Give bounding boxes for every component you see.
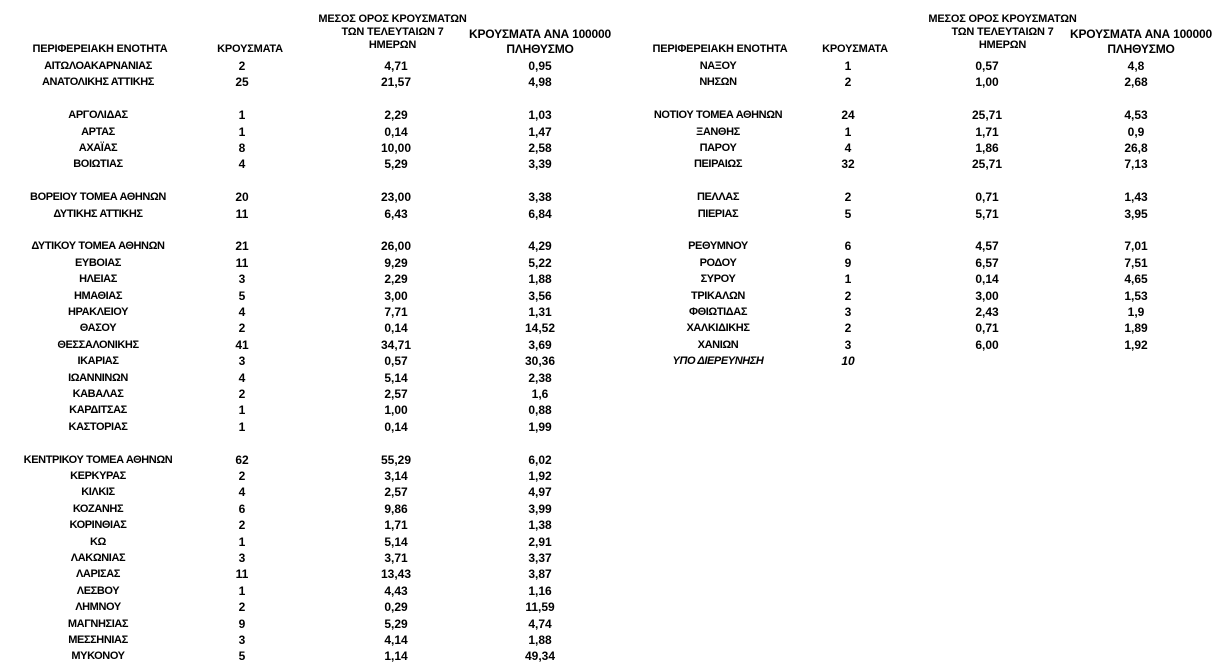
cell-cases: 62 — [235, 452, 249, 467]
cell-per100k: 1,43 — [1124, 190, 1148, 205]
cell-cases: 10 — [841, 354, 855, 369]
cell-avg7: 5,29 — [384, 616, 408, 631]
cell-per100k: 3,38 — [528, 190, 552, 205]
table-row — [620, 320, 1222, 336]
table-row — [0, 58, 620, 74]
cell-cases: 5 — [238, 649, 246, 664]
cell-per100k: 3,95 — [1124, 206, 1148, 221]
table-row — [0, 189, 620, 205]
cell-cases: 3 — [238, 272, 246, 287]
cell-region: ΒΟΡΕΙΟΥ ΤΟΜΕΑ ΑΘΗΝΩΝ — [30, 191, 166, 204]
table-row — [0, 616, 620, 632]
table-row — [0, 288, 620, 304]
cell-cases: 1 — [238, 419, 246, 434]
cell-cases: 41 — [235, 337, 249, 352]
cell-avg7: 5,71 — [975, 206, 999, 221]
header-per100k: ΚΡΟΥΣΜΑΤΑ ΑΝΑ 100000 ΠΛΗΘΥΣΜΟ — [469, 27, 611, 56]
cell-avg7: 4,57 — [975, 239, 999, 254]
table-row — [0, 648, 620, 664]
cell-region: ΜΥΚΟΝΟΥ — [71, 650, 125, 663]
cell-cases: 20 — [235, 190, 249, 205]
table-row — [0, 320, 620, 336]
cell-avg7: 34,71 — [380, 337, 412, 352]
cell-region: ΙΚΑΡΙΑΣ — [77, 355, 119, 368]
cell-cases: 1 — [238, 108, 246, 123]
cell-cases: 5 — [844, 206, 852, 221]
cell-cases: 11 — [235, 206, 249, 221]
table-row — [620, 156, 1222, 172]
cell-avg7: 26,00 — [380, 239, 412, 254]
cell-cases: 4 — [844, 141, 852, 155]
cell-avg7: 2,29 — [384, 272, 408, 287]
cell-per100k: 1,92 — [1124, 337, 1148, 352]
table-row — [620, 353, 1222, 369]
cell-avg7: 0,14 — [384, 419, 408, 434]
cell-per100k: 1,88 — [528, 272, 552, 287]
cell-cases: 3 — [238, 633, 246, 647]
cell-per100k: 14,52 — [524, 321, 556, 336]
cell-per100k: 3,69 — [528, 337, 552, 352]
table-row — [0, 140, 620, 156]
cell-avg7: 13,43 — [380, 567, 412, 582]
cell-region: ΑΡΓΟΛΙΔΑΣ — [68, 109, 128, 122]
cell-region: ΑΧΑΪΑΣ — [78, 142, 118, 154]
cell-region: ΘΕΣΣΑΛΟΝΙΚΗΣ — [57, 338, 139, 351]
cell-per100k: 1,31 — [528, 305, 552, 319]
cell-avg7: 2,29 — [384, 108, 408, 123]
cell-cases: 11 — [235, 567, 249, 582]
cell-avg7: 1,00 — [384, 403, 408, 418]
cell-avg7: 3,00 — [975, 288, 999, 303]
cell-region: ΛΕΣΒΟΥ — [76, 584, 120, 597]
cell-cases: 2 — [238, 600, 246, 615]
cell-per100k: 1,89 — [1124, 321, 1148, 336]
cell-region: ΚΕΡΚΥΡΑΣ — [70, 470, 126, 482]
cell-cases: 3 — [844, 337, 852, 352]
table-row — [0, 107, 620, 123]
header-avg7: ΜΕΣΟΣ ΟΡΟΣ ΚΡΟΥΣΜΑΤΩΝ ΤΩΝ ΤΕΛΕΥΤΑΙΩΝ 7 ΗΜΕΡΩΝ — [928, 13, 1077, 51]
cell-cases: 4 — [238, 485, 246, 500]
cell-region: ΝΑΞΟΥ — [699, 60, 737, 72]
cell-per100k — [1072, 353, 1200, 369]
cell-per100k: 4,8 — [1127, 59, 1145, 73]
cell-per100k: 11,59 — [525, 600, 555, 615]
cell-avg7: 6,57 — [975, 255, 999, 270]
cell-cases: 1 — [238, 534, 246, 549]
cell-cases: 4 — [238, 305, 246, 319]
cell-per100k: 4,29 — [528, 239, 552, 254]
table-row — [0, 386, 620, 402]
cell-avg7: 0,57 — [384, 354, 408, 369]
table-row — [0, 534, 620, 550]
cell-avg7: 9,86 — [384, 501, 408, 516]
table-row — [0, 517, 620, 533]
cell-per100k: 1,03 — [528, 108, 552, 123]
cell-per100k: 6,02 — [528, 452, 552, 467]
cell-avg7: 2,43 — [975, 305, 999, 319]
header-cases: ΚΡΟΥΣΜΑΤΑ — [217, 43, 283, 55]
cell-avg7: 25,71 — [971, 157, 1003, 172]
cell-per100k: 0,95 — [528, 59, 552, 73]
cell-cases: 9 — [844, 255, 852, 270]
table-row — [0, 550, 620, 566]
cell-avg7: 0,14 — [384, 321, 408, 336]
cell-cases: 1 — [238, 403, 246, 418]
cell-avg7: 2,57 — [384, 485, 408, 500]
table-row — [0, 156, 620, 172]
table-row — [620, 107, 1222, 123]
table-row — [620, 255, 1222, 271]
cell-region: ΘΑΣΟΥ — [79, 322, 117, 335]
cell-avg7: 0,14 — [384, 124, 408, 139]
cell-region: ΕΥΒΟΙΑΣ — [75, 256, 121, 269]
cell-region: ΒΟΙΩΤΙΑΣ — [73, 158, 123, 171]
cell-region: ΝΟΤΙΟΥ ΤΟΜΕΑ ΑΘΗΝΩΝ — [653, 109, 783, 122]
cell-region: ΛΗΜΝΟΥ — [75, 601, 121, 614]
cell-cases: 8 — [238, 141, 246, 155]
cell-avg7: 0,57 — [975, 59, 999, 73]
cell-cases: 25 — [235, 75, 249, 90]
cell-per100k: 1,6 — [531, 387, 549, 401]
cell-avg7: 25,71 — [971, 108, 1003, 123]
cell-cases: 2 — [844, 321, 852, 336]
cell-per100k: 1,92 — [528, 469, 552, 483]
cell-per100k: 30,36 — [524, 354, 556, 369]
cell-per100k: 1,16 — [528, 583, 552, 598]
table-row — [620, 238, 1222, 254]
cell-per100k: 4,74 — [528, 616, 552, 631]
cell-per100k: 5,22 — [528, 255, 552, 270]
cell-per100k: 0,88 — [528, 403, 552, 418]
table-row — [0, 484, 620, 500]
cell-per100k: 4,53 — [1124, 108, 1148, 123]
table-row — [0, 124, 620, 140]
cell-cases: 3 — [844, 305, 852, 319]
cell-region: ΠΕΙΡΑΙΩΣ — [693, 158, 743, 171]
cell-region: ΞΑΝΘΗΣ — [696, 125, 740, 138]
cell-region: ΤΡΙΚΑΛΩΝ — [691, 289, 745, 302]
table-row — [0, 74, 620, 90]
cell-avg7: 10,00 — [380, 141, 412, 155]
cell-cases: 2 — [238, 59, 246, 73]
table-row — [0, 206, 620, 222]
cell-cases: 32 — [841, 157, 855, 172]
cell-region: ΗΜΑΘΙΑΣ — [73, 289, 123, 302]
table-row — [620, 206, 1222, 222]
cell-cases: 6 — [238, 501, 246, 516]
cell-per100k: 4,97 — [528, 485, 552, 500]
cell-per100k: 7,01 — [1124, 239, 1148, 254]
cell-avg7: 21,57 — [380, 75, 412, 90]
cell-per100k: 2,91 — [528, 534, 552, 549]
table-row — [0, 271, 620, 287]
cell-cases: 4 — [238, 370, 246, 385]
cell-per100k: 2,38 — [528, 370, 552, 385]
cell-per100k: 1,99 — [528, 419, 552, 434]
cell-cases: 11 — [235, 255, 249, 270]
table-row — [620, 140, 1222, 156]
table-row — [0, 566, 620, 582]
cell-per100k: 2,68 — [1124, 75, 1148, 90]
header-region: ΠΕΡΙΦΕΡΕΙΑΚΗ ΕΝΟΤΗΤΑ — [32, 43, 168, 55]
cell-region: ΜΑΓΝΗΣΙΑΣ — [67, 617, 129, 630]
cell-per100k: 49,34 — [524, 649, 556, 664]
cell-cases: 24 — [841, 108, 855, 123]
cell-avg7: 0,29 — [384, 600, 408, 615]
table-row — [620, 189, 1222, 205]
cell-region: ΛΑΡΙΣΑΣ — [75, 568, 121, 581]
cell-per100k: 1,47 — [528, 124, 552, 139]
cell-cases: 1 — [238, 583, 246, 598]
cell-region: ΑΡΤΑΣ — [81, 125, 115, 138]
header-per100k: ΚΡΟΥΣΜΑΤΑ ΑΝΑ 100000 ΠΛΗΘΥΣΜΟ — [1070, 27, 1212, 56]
right-table — [620, 0, 1222, 665]
cell-avg7: 3,71 — [384, 551, 408, 565]
table-row — [0, 353, 620, 369]
cell-region: ΧΑΝΙΩΝ — [697, 338, 739, 351]
header-cases: ΚΡΟΥΣΜΑΤΑ — [822, 43, 888, 55]
table-row — [0, 501, 620, 517]
cell-per100k: 0,9 — [1127, 124, 1145, 139]
cell-cases: 21 — [235, 239, 249, 254]
cell-avg7 — [926, 353, 1048, 369]
table-row — [620, 74, 1222, 90]
cell-cases: 1 — [238, 124, 246, 139]
cell-cases: 6 — [844, 239, 852, 254]
cell-avg7: 1,71 — [384, 518, 408, 533]
cell-avg7: 1,71 — [975, 124, 999, 139]
table-row — [620, 288, 1222, 304]
cell-avg7: 6,00 — [975, 337, 999, 352]
cell-region: ΑΝΑΤΟΛΙΚΗΣ ΑΤΤΙΚΗΣ — [41, 76, 155, 89]
table-row — [0, 599, 620, 615]
cell-cases: 3 — [238, 551, 246, 565]
cell-region: ΑΙΤΩΛΟΑΚΑΡΝΑΝΙΑΣ — [44, 60, 152, 72]
cell-avg7: 1,00 — [975, 75, 999, 90]
cell-region: ΠΑΡΟΥ — [699, 142, 737, 154]
cell-per100k: 1,9 — [1127, 305, 1145, 319]
table-row — [0, 468, 620, 484]
cell-cases: 2 — [238, 518, 246, 533]
cell-per100k: 4,65 — [1124, 272, 1148, 287]
table-row — [620, 124, 1222, 140]
table-row — [0, 304, 620, 320]
cell-avg7: 5,14 — [384, 534, 408, 549]
header-region: ΠΕΡΙΦΕΡΕΙΑΚΗ ΕΝΟΤΗΤΑ — [652, 43, 788, 55]
table-row — [0, 370, 620, 386]
cell-region: ΛΑΚΩΝΙΑΣ — [70, 552, 126, 564]
cell-cases: 1 — [844, 124, 852, 139]
table-row — [620, 304, 1222, 320]
cell-region: ΚΑΒΑΛΑΣ — [72, 388, 124, 400]
cell-region: ΙΩΑΝΝΙΝΩΝ — [68, 371, 128, 384]
cell-cases: 2 — [238, 321, 246, 336]
cell-cases: 1 — [844, 59, 852, 73]
header-avg7: ΜΕΣΟΣ ΟΡΟΣ ΚΡΟΥΣΜΑΤΩΝ ΤΩΝ ΤΕΛΕΥΤΑΙΩΝ 7 ΗΜΕΡΩΝ — [318, 13, 467, 51]
cell-avg7: 0,14 — [975, 272, 999, 287]
cell-region: ΠΕΛΛΑΣ — [696, 191, 740, 204]
cell-region: ΡΟΔΟΥ — [699, 256, 737, 269]
cell-cases: 2 — [238, 387, 246, 401]
cell-avg7: 5,14 — [384, 370, 408, 385]
cell-avg7: 5,29 — [384, 157, 408, 172]
cell-region: ΧΑΛΚΙΔΙΚΗΣ — [686, 322, 750, 335]
table-row — [0, 632, 620, 648]
table-row — [0, 337, 620, 353]
cell-cases: 2 — [844, 75, 852, 90]
cell-avg7: 9,29 — [384, 255, 408, 270]
cell-per100k: 4,98 — [528, 75, 552, 90]
table-row — [0, 452, 620, 468]
cell-per100k: 1,38 — [528, 518, 552, 533]
cell-per100k: 2,58 — [528, 141, 552, 155]
cell-region: ΔΥΤΙΚΟΥ ΤΟΜΕΑ ΑΘΗΝΩΝ — [31, 240, 165, 253]
cell-region: ΚΑΣΤΟΡΙΑΣ — [68, 420, 128, 433]
cell-per100k: 1,88 — [528, 633, 552, 647]
table-row — [620, 271, 1222, 287]
cell-per100k: 6,84 — [528, 206, 552, 221]
cell-cases: 9 — [238, 616, 246, 631]
cell-region: ΔΥΤΙΚΗΣ ΑΤΤΙΚΗΣ — [53, 207, 143, 220]
cell-per100k: 3,37 — [528, 551, 552, 565]
cell-region: ΚΩ — [90, 535, 106, 548]
table-row — [0, 238, 620, 254]
cell-region: ΣΥΡΟΥ — [700, 273, 736, 286]
cell-per100k: 3,39 — [528, 157, 552, 172]
cell-region: ΗΛΕΙΑΣ — [79, 273, 117, 286]
cell-region: ΗΡΑΚΛΕΙΟΥ — [67, 306, 129, 318]
cell-avg7: 1,86 — [975, 141, 999, 155]
cell-region: ΥΠΟ ΔΙΕΡΕΥΝΗΣΗ — [672, 355, 764, 368]
cell-avg7: 1,14 — [384, 649, 408, 664]
cell-cases: 2 — [844, 288, 852, 303]
cell-region: ΚΑΡΔΙΤΣΑΣ — [69, 404, 127, 417]
cell-cases: 5 — [238, 288, 246, 303]
cell-avg7: 6,43 — [384, 206, 408, 221]
cell-avg7: 4,14 — [384, 633, 408, 647]
cell-region: ΦΘΙΩΤΙΔΑΣ — [688, 306, 748, 318]
table-row — [620, 58, 1222, 74]
cell-per100k: 7,13 — [1124, 157, 1148, 172]
table-row — [0, 255, 620, 271]
cell-avg7: 4,43 — [384, 583, 408, 598]
cell-avg7: 3,14 — [384, 469, 408, 483]
cell-region: ΝΗΣΩΝ — [699, 76, 737, 89]
cell-region: ΡΕΘΥΜΝΟΥ — [688, 240, 748, 253]
cell-cases: 3 — [238, 354, 246, 369]
cell-per100k: 3,99 — [528, 501, 552, 516]
cell-region: ΚΕΝΤΡΙΚΟΥ ΤΟΜΕΑ ΑΘΗΝΩΝ — [23, 453, 173, 466]
table-row — [0, 583, 620, 599]
cell-cases: 1 — [844, 272, 852, 287]
cell-avg7: 2,57 — [384, 387, 408, 401]
cell-region: ΠΙΕΡΙΑΣ — [697, 207, 739, 220]
cell-per100k: 3,56 — [528, 288, 552, 303]
cell-cases: 2 — [238, 469, 246, 483]
cell-cases: 2 — [844, 190, 852, 205]
cell-region: ΜΕΣΣΗΝΙΑΣ — [68, 634, 128, 646]
cell-avg7: 0,71 — [975, 321, 999, 336]
cell-region: ΚΟΖΑΝΗΣ — [72, 502, 124, 515]
table-row — [0, 402, 620, 418]
cell-avg7: 4,71 — [384, 59, 408, 73]
cell-per100k: 1,53 — [1124, 288, 1148, 303]
cell-cases: 4 — [238, 157, 246, 172]
cell-avg7: 23,00 — [380, 190, 412, 205]
cell-avg7: 0,71 — [975, 190, 999, 205]
cell-avg7: 7,71 — [384, 305, 408, 319]
cell-per100k: 7,51 — [1124, 255, 1148, 270]
cell-region: ΚΟΡΙΝΘΙΑΣ — [69, 519, 127, 532]
table-row — [0, 419, 620, 435]
cell-avg7: 3,00 — [384, 288, 408, 303]
cell-per100k: 26,8 — [1124, 141, 1148, 155]
table-row — [620, 337, 1222, 353]
cell-avg7: 55,29 — [380, 452, 412, 467]
cell-per100k: 3,87 — [528, 567, 552, 582]
cell-region: ΚΙΛΚΙΣ — [81, 486, 115, 499]
